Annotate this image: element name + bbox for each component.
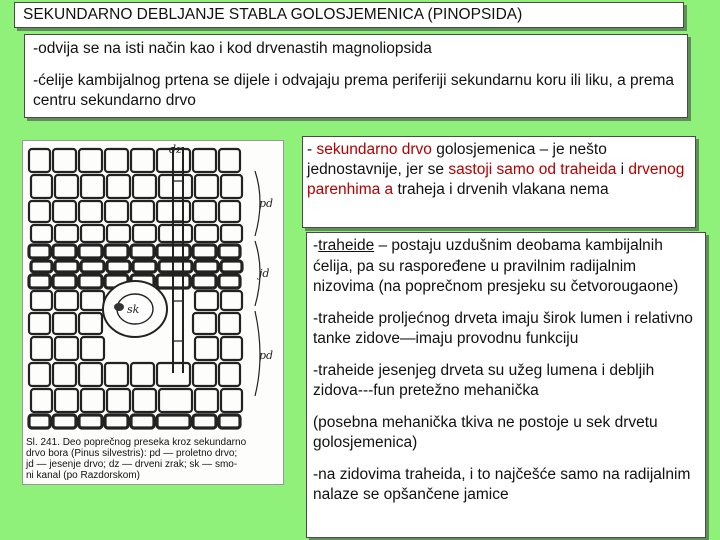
tracheids-paragraph-5: -na zidovima traheida, i to najčešće samo na radijalnim nalaze se opšančene jamice — [313, 465, 691, 503]
tracheids-term: traheide — [318, 237, 375, 254]
figure-caption-line-1: Sl. 241. Deo poprečnog preseka kroz sekundarno — [26, 437, 247, 448]
wood-red-2: sastoji samo od traheida — [448, 161, 617, 178]
label-pd-top: pd — [259, 197, 274, 210]
figure-caption-line-4: ni kanal (po Razdorskom) — [26, 470, 140, 481]
tracheids-paragraph-1 — [313, 236, 699, 298]
intro-line-2: -ćelije kambijalnog prtena se dijele i odvajaju prema periferiji sekundarnu koru ili liku, a prema centru sekundarno drvo — [33, 72, 674, 109]
tracheids-dash: - — [313, 237, 319, 254]
wood-text-1: golosjemenica – je nešto jednostavnije, jer se — [307, 141, 607, 178]
figure-caption-line-3: jd — jesenje drvo; dz — drveni zrak; sk — smo- — [26, 459, 238, 470]
intro-line-1: -odvija se na isti način kao i kod drvenastih magnoliopsida — [33, 40, 432, 57]
wood-term: sekundarno drvo — [316, 141, 432, 158]
tracheids-box — [306, 232, 706, 538]
label-dz: dz — [169, 143, 182, 156]
wood-red-3: drvenog parenhima a — [307, 161, 685, 198]
label-jd: jd — [259, 267, 270, 280]
wood-text-2: i — [616, 161, 629, 178]
slide-title: SEKUNDARNO DEBLJANJE STABLA GOLOSJEMENICA (PINOPSIDA) — [23, 6, 523, 23]
figure-caption-line-2: drvo bora (Pinus silvestris): pd — proletno drvo; — [26, 448, 238, 459]
intro-box — [24, 34, 688, 118]
wood-cross-section-figure — [22, 140, 284, 485]
wood-text-3: traheja i drvenih vlakana nema — [393, 181, 609, 198]
tracheids-paragraph-4: (posebna mehanička tkiva ne postoje u sek drvetu golosjemenica) — [313, 413, 658, 451]
tracheids-p1-rest: – postaju uzdušnim deobama kambijalnih ćelija, pa su raspoređene u pravilnim radijalnim nizovima (na poprečnom presjeku su četvorougaone) — [313, 237, 679, 295]
wood-cross-section-drawing — [23, 141, 283, 484]
secondary-wood-box — [302, 136, 696, 228]
tracheids-paragraph-2: -traheide proljećnog drveta imaju širok lumen i relativno tanke zidove—imaju provodnu funkciju — [313, 309, 693, 347]
label-pd-bottom: pd — [259, 349, 274, 362]
slide-title-box — [14, 2, 684, 28]
tracheids-paragraph-3: -traheide jesenjeg drveta su užeg lumena i debljih zidova---fun pretežno mehanička — [313, 361, 655, 399]
wood-dash: - — [307, 141, 317, 158]
label-sk: sk — [127, 303, 140, 316]
